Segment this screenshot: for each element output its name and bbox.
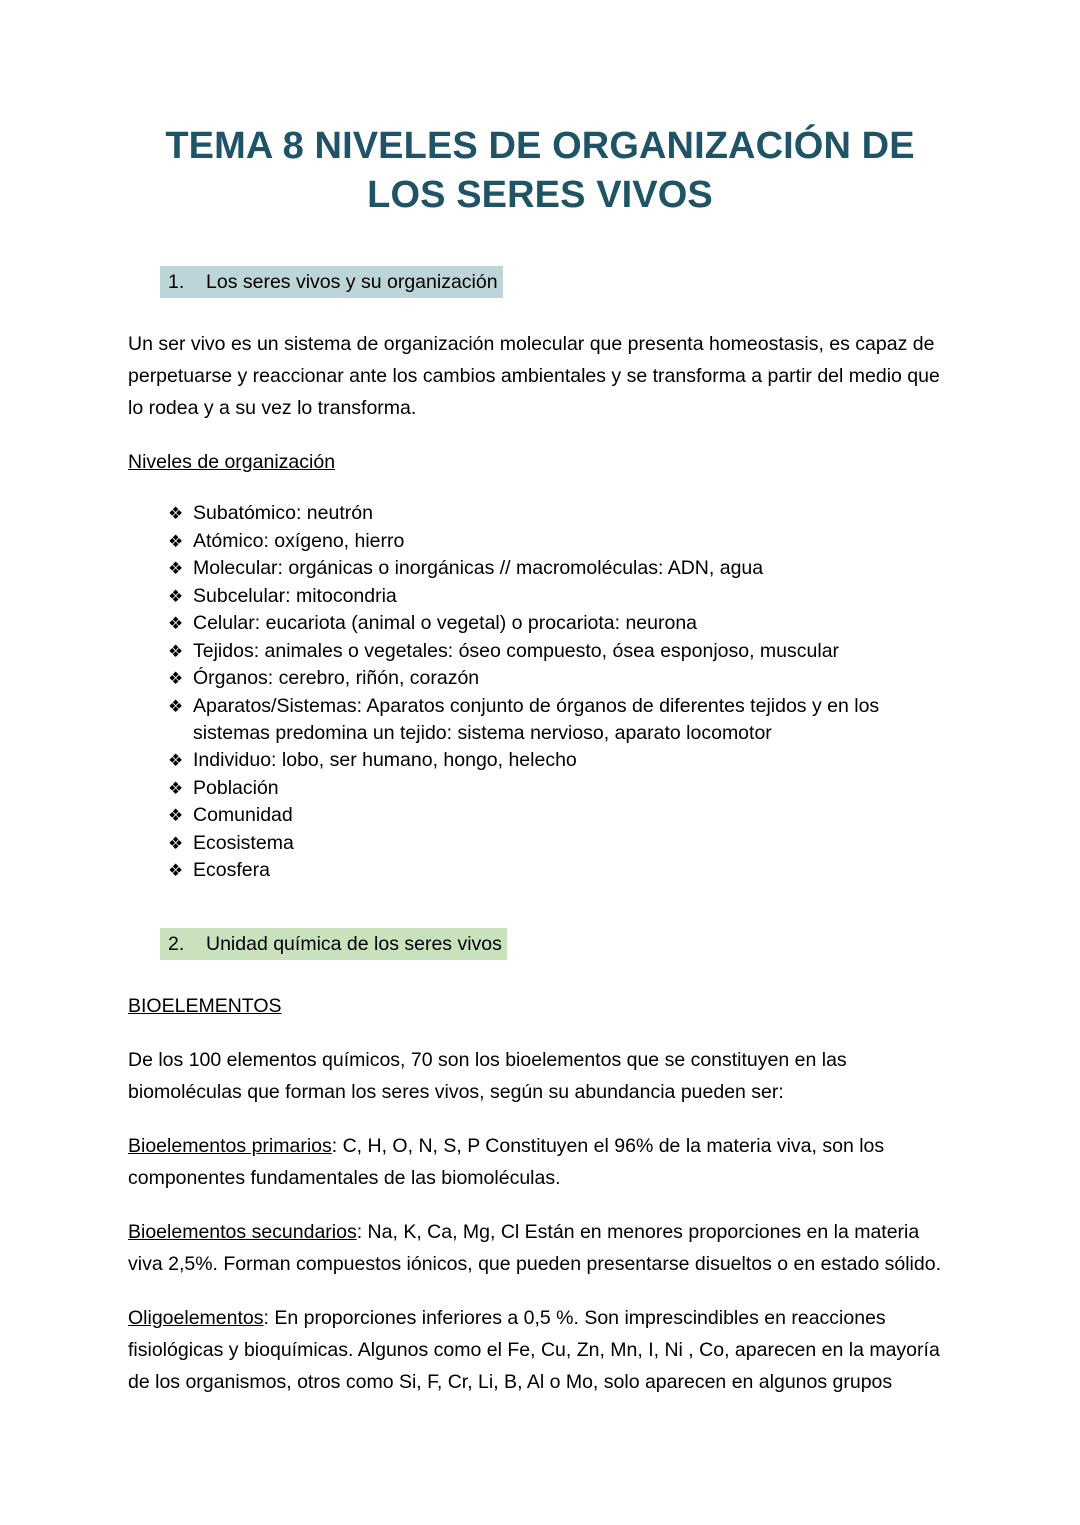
diamond-bullet-icon: ❖ bbox=[168, 504, 184, 523]
list-item-label: Celular: eucariota (animal o vegetal) o procariota: neurona bbox=[193, 612, 698, 634]
diamond-bullet-icon: ❖ bbox=[168, 641, 184, 661]
diamond-bullet-icon: ❖ bbox=[168, 614, 184, 633]
diamond-bullet-icon: ❖ bbox=[168, 861, 184, 880]
list-item bbox=[128, 802, 952, 829]
diamond-bullet-icon: ❖ bbox=[168, 531, 184, 551]
definition-term: Oligoelementos bbox=[128, 1307, 264, 1329]
list-item bbox=[128, 830, 952, 857]
definition-oligoelementos bbox=[128, 1302, 952, 1398]
section-2-intro-paragraph: De los 100 elementos químicos, 70 son los bioelementos que se constituyen en las biomoléculas que forman los seres vivos, según su abundancia pueden ser: bbox=[128, 1049, 847, 1103]
diamond-bullet-icon: ❖ bbox=[168, 778, 184, 798]
levels-list-title: Niveles de organización bbox=[128, 451, 336, 473]
spacer bbox=[128, 1194, 952, 1216]
list-item-label: Población bbox=[193, 776, 279, 799]
list-item-label: Ecosistema bbox=[193, 831, 294, 854]
spacer bbox=[128, 424, 952, 446]
list-item-label: Subatómico: neutrón bbox=[193, 502, 373, 524]
list-item-label: Subcelular: mitocondria bbox=[193, 584, 397, 607]
list-item bbox=[128, 775, 952, 802]
definition-term: Bioelementos primarios bbox=[128, 1135, 332, 1157]
organization-levels-list bbox=[128, 500, 952, 884]
section-1-intro-paragraph: Un ser vivo es un sistema de organización molecular que presenta homeostasis, es capaz de perpetuarse y reaccionar ante los cambios ambientales y se transforma a partir del medio que lo rodea y a su vez lo transforma. bbox=[128, 333, 940, 419]
list-item-label: Individuo: lobo, ser humano, hongo, helecho bbox=[193, 749, 577, 771]
spacer bbox=[128, 1280, 952, 1302]
diamond-bullet-icon: ❖ bbox=[168, 669, 184, 688]
diamond-bullet-icon: ❖ bbox=[168, 751, 184, 770]
section-1-label: Los seres vivos y su organización bbox=[206, 271, 498, 293]
list-item bbox=[128, 583, 952, 610]
diamond-bullet-icon: ❖ bbox=[168, 806, 184, 825]
list-item-label: Tejidos: animales o vegetales: óseo compuesto, ósea esponjoso, muscular bbox=[193, 639, 840, 662]
list-item bbox=[128, 665, 952, 692]
definition-body: : En proporciones inferiores a 0,5 %. Son imprescindibles en reacciones fisiológicas y bioquímicas. Algunos como el Fe, Cu, Zn, Mn, I, Ni , Co, aparecen en la mayoría de los organismos, otros como Si, F, Cr, Li, B, Al o Mo, solo aparecen en algunos grupos bbox=[128, 1307, 940, 1393]
spacer bbox=[128, 1108, 952, 1130]
list-item bbox=[128, 610, 952, 637]
list-item bbox=[128, 693, 952, 747]
list-item-label: Órganos: cerebro, riñón, corazón bbox=[193, 667, 480, 689]
list-item-label: Ecosfera bbox=[193, 859, 270, 881]
list-item bbox=[128, 528, 952, 555]
list-item-label: Comunidad bbox=[193, 804, 293, 826]
list-item bbox=[128, 857, 952, 884]
spacer bbox=[128, 298, 952, 328]
list-item bbox=[128, 747, 952, 774]
section-1-number: 1. bbox=[168, 271, 185, 293]
list-item bbox=[128, 638, 952, 665]
definition-term: Bioelementos secundarios bbox=[128, 1221, 357, 1243]
spacer bbox=[128, 960, 952, 990]
list-item-label: Aparatos/Sistemas: Aparatos conjunto de órganos de diferentes tejidos y en los sistemas predomina un tejido: sistema nervioso, aparato locomotor bbox=[193, 694, 880, 744]
spacer bbox=[128, 1022, 952, 1044]
diamond-bullet-icon: ❖ bbox=[168, 586, 184, 606]
spacer bbox=[128, 478, 952, 500]
list-item-label: Atómico: oxígeno, hierro bbox=[193, 529, 405, 552]
list-item bbox=[128, 555, 952, 582]
list-item bbox=[128, 500, 952, 527]
definition-primarios bbox=[128, 1130, 952, 1194]
section-2-number: 2. bbox=[168, 933, 185, 955]
definition-body: : C, H, O, N, S, P Constituyen el 96% de la materia viva, son los componentes fundamentales de las biomoléculas. bbox=[128, 1135, 885, 1189]
page-title: TEMA 8 NIVELES DE ORGANIZACIÓN DE LOS SERES VIVOS bbox=[165, 125, 915, 216]
definition-secundarios bbox=[128, 1216, 952, 1280]
diamond-bullet-icon: ❖ bbox=[168, 833, 184, 853]
section-heading-1 bbox=[160, 266, 503, 298]
diamond-bullet-icon: ❖ bbox=[168, 559, 184, 578]
diamond-bullet-icon: ❖ bbox=[168, 696, 184, 716]
section-heading-2 bbox=[160, 928, 507, 960]
bioelementos-subheading: BIOELEMENTOS bbox=[128, 995, 282, 1017]
definition-body: : Na, K, Ca, Mg, Cl Están en menores proporciones en la materia viva 2,5%. Forman compuestos iónicos, que pueden presentarse disueltos o en estado sólido. bbox=[128, 1221, 941, 1275]
section-2-label: Unidad química de los seres vivos bbox=[206, 933, 502, 955]
list-item-label: Molecular: orgánicas o inorgánicas // macromoléculas: ADN, agua bbox=[193, 557, 764, 579]
